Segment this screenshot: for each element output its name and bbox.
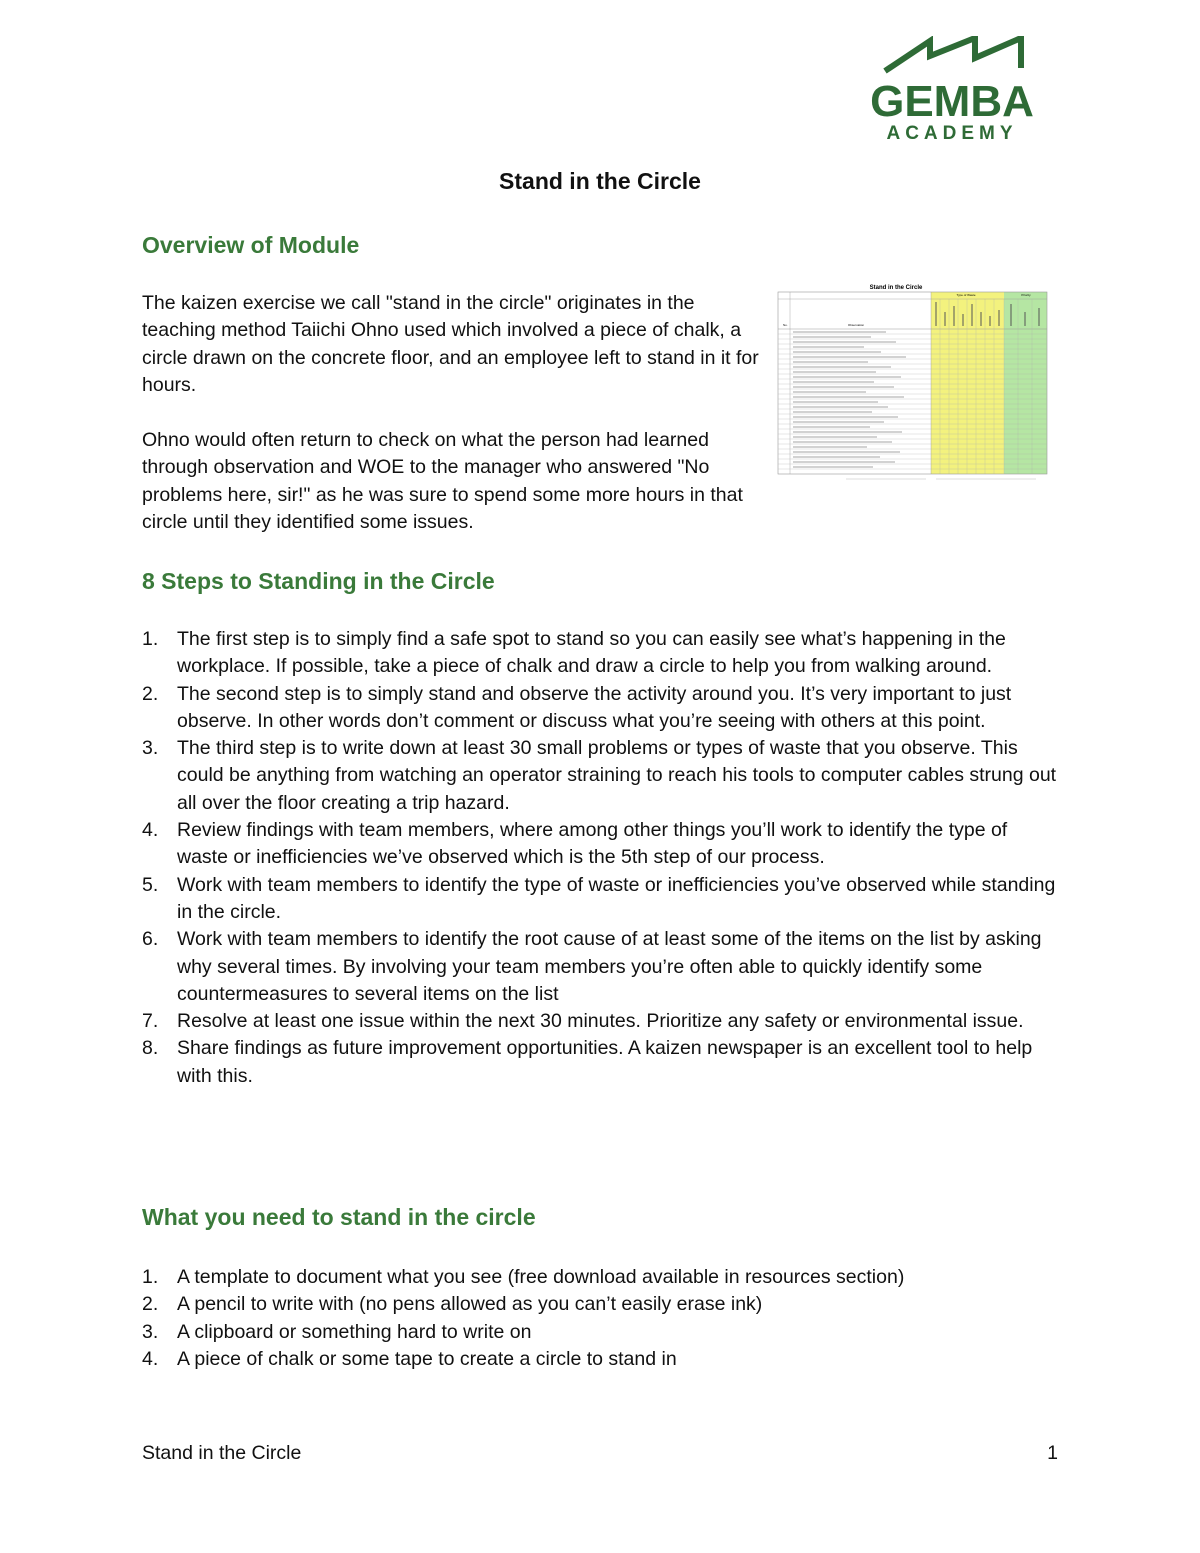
list-item-number: 5. <box>142 873 159 896</box>
list-item <box>142 1319 1062 1346</box>
thumbnail-yellow-area <box>931 292 1004 474</box>
list-item-text: The first step is to simply find a safe spot to stand so you can easily see what’s happening in the workplace. If possible, take a piece of chalk and draw a circle to help you from walking around. <box>177 628 1006 678</box>
footer-title: Stand in the Circle <box>142 1442 302 1464</box>
list-item-text: Resolve at least one issue within the next 30 minutes. Prioritize any safety or environmental issue. <box>177 1010 1024 1033</box>
list-item-text: Review findings with team members, where among other things you’ll work to identify the type of waste or inefficiencies we’ve observed which is the 5th step of our process. <box>177 819 1008 869</box>
list-item-text: Work with team members to identify the root cause of at least some of the items on the list by asking why several times. By involving your team members you’re often able to quickly identify some countermeasures to several items on the list <box>177 928 1042 1005</box>
list-item-number: 8. <box>142 1037 159 1060</box>
list-item <box>142 817 1062 872</box>
list-item-number: 1. <box>142 628 159 650</box>
page-number: 1 <box>1047 1442 1058 1464</box>
thumbnail-group-waste: Type of Waste <box>956 293 976 297</box>
list-item-text: A clipboard or something hard to write on <box>177 1320 532 1343</box>
thumbnail-group-priority: Priority <box>1021 293 1031 297</box>
list-item-number: 3. <box>142 1320 159 1343</box>
stand-in-circle-template-thumbnail <box>776 282 1048 482</box>
logo-text-gemba: GEMBA <box>870 77 1034 126</box>
thumbnail-col-observation: Observation <box>847 323 865 327</box>
logo-roofline-icon <box>885 38 1021 71</box>
list-item-number: 2. <box>142 1293 159 1316</box>
gemba-academy-logo <box>845 36 1060 144</box>
list-item <box>142 735 1062 817</box>
list-item-text: A template to document what you see (free download available in resources section) <box>177 1266 905 1288</box>
list-item <box>142 1264 1062 1291</box>
list-item-text: Work with team members to identify the type of waste or inefficiencies you’ve observed while standing in the circle. <box>177 873 1056 923</box>
logo-text-academy: ACADEMY <box>886 123 1018 144</box>
list-item-text: A piece of chalk or some tape to create a circle to stand in <box>177 1347 677 1370</box>
list-item-number: 4. <box>142 819 159 842</box>
list-item <box>142 681 1062 736</box>
list-item <box>142 626 1062 681</box>
list-item <box>142 1035 1062 1090</box>
thumbnail-col-no: No. <box>783 323 788 327</box>
list-item <box>142 1346 1062 1373</box>
list-item <box>142 1291 1062 1318</box>
list-item-text: The third step is to write down at least 30 small problems or types of waste that you observe. This could be anything from watching an operator straining to reach his tools to computer cables strung out all over the floor creating a trip hazard. <box>177 737 1057 814</box>
steps-heading: 8 Steps to Standing in the Circle <box>142 568 495 594</box>
thumbnail-title: Stand in the Circle <box>869 285 923 291</box>
list-item-number: 1. <box>142 1266 159 1288</box>
needs-heading: What you need to stand in the circle <box>142 1204 536 1230</box>
list-item-number: 4. <box>142 1347 159 1370</box>
needs-list <box>142 1264 1062 1373</box>
list-item <box>142 872 1062 927</box>
list-item-number: 6. <box>142 928 159 951</box>
list-item-text: The second step is to simply stand and observe the activity around you. It’s very important to just observe. In other words don’t comment or discuss what you’re seeing with others at this point. <box>177 682 1012 732</box>
list-item-number: 2. <box>142 682 159 705</box>
steps-list <box>142 626 1062 1090</box>
overview-paragraph-1: The kaizen exercise we call "stand in the circle" originates in the teaching method Taiichi Ohno used which involved a piece of chalk, a circle drawn on the concrete floor, and an employee left to stand in it for hours. <box>142 292 759 396</box>
list-item <box>142 926 1062 1008</box>
list-item-number: 3. <box>142 737 159 760</box>
overview-paragraph-2: Ohno would often return to check on what the person had learned through observation and WOE to the manager who answered "No problems here, sir!" as he was sure to spend some more hours in that circle until they identified some issues. <box>142 429 743 533</box>
list-item <box>142 1008 1062 1035</box>
list-item-text: A pencil to write with (no pens allowed as you can’t easily erase ink) <box>177 1293 763 1316</box>
list-item-number: 7. <box>142 1010 159 1033</box>
overview-heading: Overview of Module <box>142 232 360 258</box>
document-title: Stand in the Circle <box>499 168 701 194</box>
list-item-text: Share findings as future improvement opportunities. A kaizen newspaper is an excellent tool to help with this. <box>177 1037 1033 1087</box>
